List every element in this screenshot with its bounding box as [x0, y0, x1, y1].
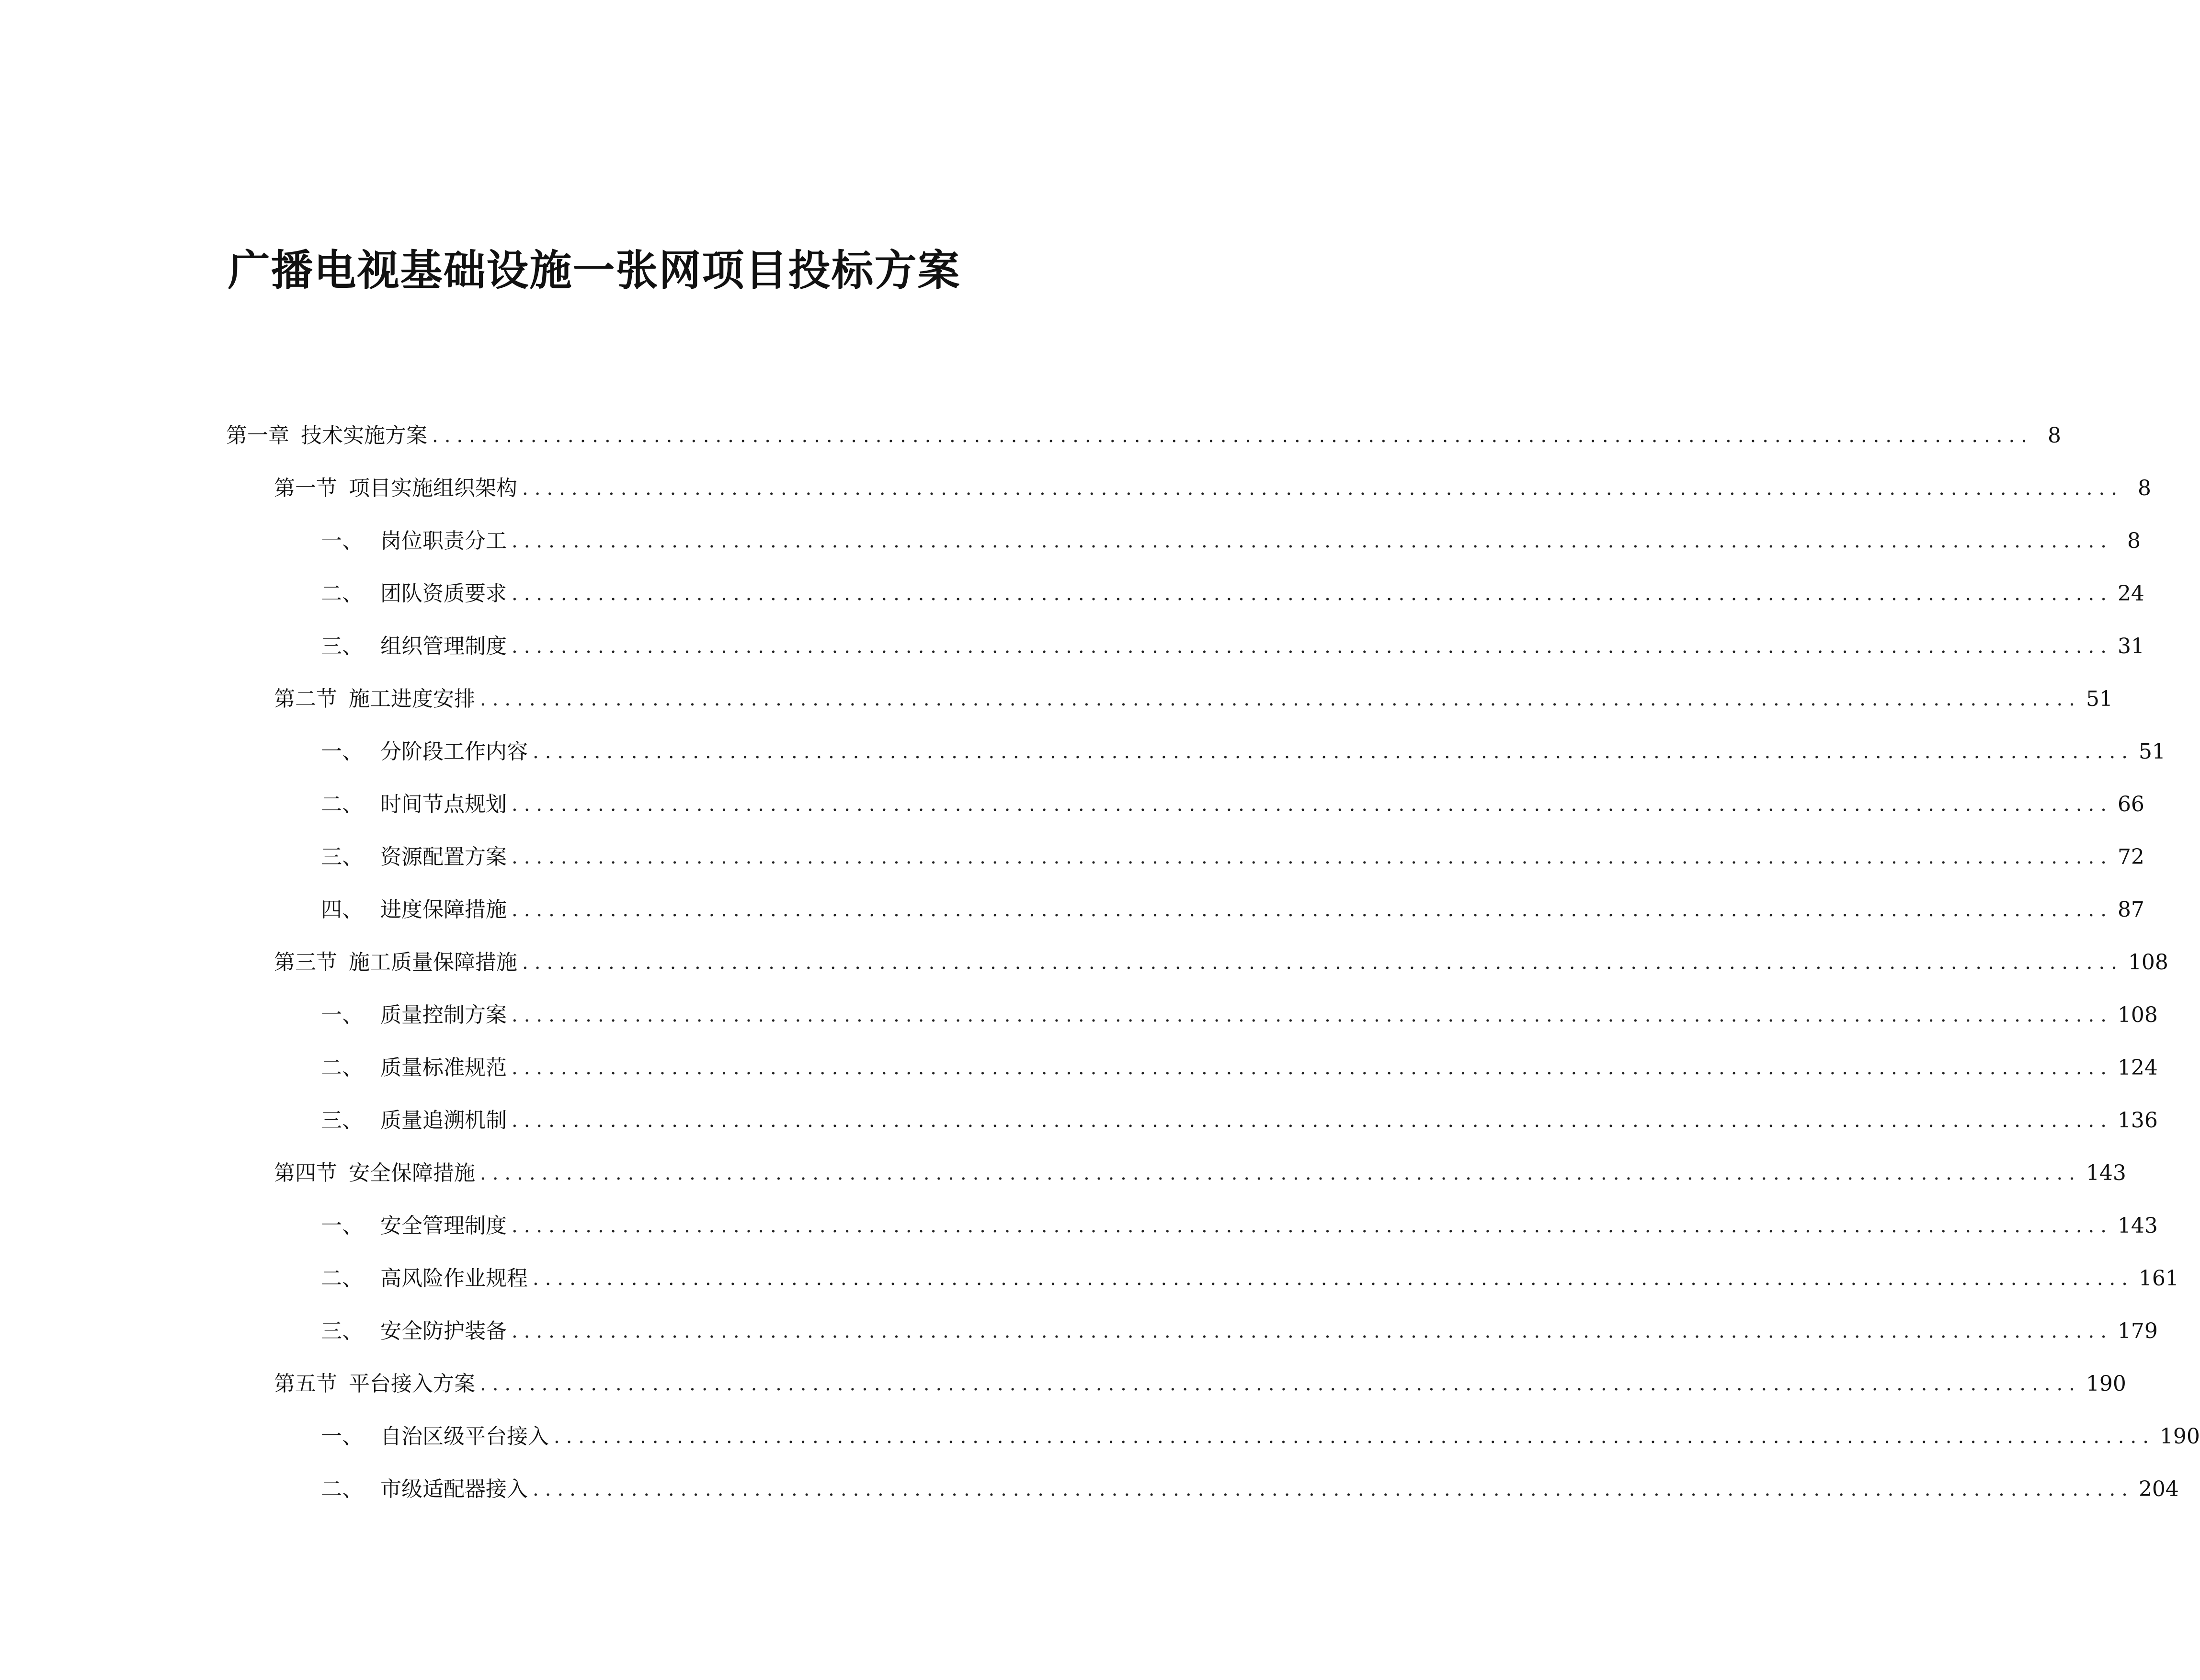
toc-dot-leader: ..................................................................................................................................	[512, 1110, 2113, 1132]
toc-page-number: 51	[2086, 687, 2113, 711]
toc-entry-number: 一、	[321, 1214, 363, 1238]
toc-entry-number: 一、	[321, 739, 363, 764]
toc-dot-leader: ..................................................................................................................................	[512, 1004, 2113, 1026]
toc-entry-chapter[interactable]	[226, 417, 2061, 450]
toc-entry-title: 进度保障措施	[380, 897, 507, 922]
toc-page-number: 143	[2086, 1161, 2126, 1185]
toc-entry-title: 施工质量保障措施	[349, 950, 517, 975]
toc-page-number: 190	[2086, 1372, 2126, 1396]
toc-page-number: 72	[2117, 845, 2144, 869]
toc-entry-number: 一、	[321, 529, 363, 553]
toc-entry-title: 技术实施方案	[301, 423, 427, 448]
toc-dot-leader: ..................................................................................................................................	[512, 583, 2113, 605]
toc-dot-leader: ..................................................................................................................................	[533, 1268, 2134, 1290]
toc-entry-subsection[interactable]	[321, 996, 2158, 1030]
toc-entry-title: 团队资质要求	[380, 581, 507, 606]
toc-entry-number: 三、	[321, 1319, 363, 1343]
toc-dot-leader: ..................................................................................................................................	[512, 846, 2113, 868]
toc-entry-title: 高风险作业规程	[380, 1266, 528, 1291]
toc-page-number: 136	[2117, 1108, 2158, 1133]
toc-page-number: 143	[2117, 1214, 2158, 1238]
toc-entry-number: 三、	[321, 634, 363, 658]
toc-page-number: 161	[2138, 1266, 2179, 1291]
toc-page-number: 204	[2138, 1477, 2179, 1501]
toc-dot-leader: ..................................................................................................................................	[533, 741, 2134, 763]
toc-page-number: 124	[2117, 1056, 2158, 1080]
toc-entry-section[interactable]	[274, 943, 2168, 977]
toc-entry-number: 二、	[321, 792, 363, 817]
toc-entry-number: 第五节	[274, 1372, 337, 1396]
toc-page-number: 31	[2117, 634, 2144, 658]
toc-entry-subsection[interactable]	[321, 1049, 2158, 1082]
toc-page-number: 87	[2117, 897, 2144, 922]
toc-dot-leader: ..................................................................................................................................	[512, 1057, 2113, 1079]
toc-entry-subsection[interactable]	[321, 733, 2166, 766]
toc-entry-title: 市级适配器接入	[380, 1477, 528, 1501]
toc-entry-number: 第一节	[274, 476, 337, 500]
toc-entry-subsection[interactable]	[321, 522, 2141, 556]
toc-dot-leader: ..................................................................................................................................	[533, 1478, 2134, 1500]
toc-dot-leader: ..................................................................................................................................	[522, 477, 2123, 499]
toc-entry-title: 资源配置方案	[380, 845, 507, 869]
toc-page-number: 8	[2127, 529, 2141, 553]
toc-page-number: 108	[2128, 950, 2168, 975]
toc-page-number: 8	[2047, 423, 2061, 448]
toc-entry-number: 二、	[321, 1056, 363, 1080]
toc-entry-number: 第四节	[274, 1161, 337, 1185]
toc-entry-number: 二、	[321, 581, 363, 606]
toc-page-number: 179	[2117, 1319, 2158, 1343]
toc-entry-subsection[interactable]	[321, 1418, 2200, 1451]
toc-entry-title: 时间节点规划	[380, 792, 507, 817]
toc-entry-title: 项目实施组织架构	[349, 476, 517, 500]
toc-entry-subsection[interactable]	[321, 1101, 2158, 1135]
toc-entry-title: 组织管理制度	[380, 634, 507, 658]
toc-entry-section[interactable]	[274, 680, 2113, 714]
toc-entry-number: 第三节	[274, 950, 337, 975]
toc-page-number: 51	[2138, 739, 2166, 764]
toc-entry-title: 质量控制方案	[380, 1003, 507, 1027]
toc-dot-leader: ..................................................................................................................................	[480, 688, 2081, 710]
toc-entry-title: 质量追溯机制	[380, 1108, 507, 1133]
toc-entry-number: 一、	[321, 1003, 363, 1027]
toc-entry-number: 二、	[321, 1477, 363, 1501]
toc-page-number: 8	[2137, 476, 2151, 500]
toc-entry-number: 第一章	[226, 423, 289, 448]
toc-dot-leader: ..................................................................................................................................	[554, 1426, 2155, 1448]
toc-dot-leader: ..................................................................................................................................	[512, 899, 2113, 921]
toc-page-number: 108	[2117, 1003, 2158, 1027]
toc-entry-subsection[interactable]	[321, 785, 2144, 819]
toc-entry-subsection[interactable]	[321, 1470, 2179, 1504]
toc-entry-title: 分阶段工作内容	[380, 739, 528, 764]
toc-entry-subsection[interactable]	[321, 627, 2144, 661]
toc-entry-title: 质量标准规范	[380, 1056, 507, 1080]
toc-entry-title: 安全保障措施	[349, 1161, 475, 1185]
toc-page-number: 24	[2117, 581, 2144, 606]
toc-entry-number: 一、	[321, 1424, 363, 1449]
toc-entry-section[interactable]	[274, 1154, 2126, 1188]
toc-entry-title: 自治区级平台接入	[380, 1424, 549, 1449]
toc-entry-subsection[interactable]	[321, 891, 2144, 924]
toc-entry-title: 施工进度安排	[349, 687, 475, 711]
toc-entry-number: 第二节	[274, 687, 337, 711]
toc-entry-subsection[interactable]	[321, 575, 2144, 608]
toc-entry-subsection[interactable]	[321, 1312, 2158, 1346]
toc-entry-title: 岗位职责分工	[380, 529, 507, 553]
toc-entry-title: 安全管理制度	[380, 1214, 507, 1238]
toc-entry-section[interactable]	[274, 469, 2151, 503]
toc-dot-leader: ..................................................................................................................................	[522, 952, 2123, 974]
toc-dot-leader: ..................................................................................................................................	[512, 636, 2113, 658]
toc-dot-leader: ..................................................................................................................................	[512, 794, 2113, 816]
toc-dot-leader: ..................................................................................................................................	[512, 1215, 2113, 1237]
toc-page-number: 66	[2117, 792, 2144, 817]
toc-entry-subsection[interactable]	[321, 838, 2144, 872]
toc-entry-section[interactable]	[274, 1365, 2126, 1398]
toc-entry-title: 平台接入方案	[349, 1372, 475, 1396]
toc-dot-leader: ..................................................................................................................................	[480, 1162, 2081, 1184]
toc-page-number: 190	[2159, 1424, 2200, 1449]
toc-entry-subsection[interactable]	[321, 1207, 2158, 1240]
toc-entry-number: 三、	[321, 1108, 363, 1133]
toc-entry-subsection[interactable]	[321, 1260, 2179, 1293]
toc-entry-number: 二、	[321, 1266, 363, 1291]
toc-dot-leader: ..................................................................................................................................	[512, 1320, 2113, 1342]
toc-dot-leader: ..................................................................................................................................	[480, 1373, 2081, 1395]
document-title: 广播电视基础设施一张网项目投标方案	[228, 246, 961, 295]
toc-entry-title: 安全防护装备	[380, 1319, 507, 1343]
toc-dot-leader: ..................................................................................................................................	[432, 425, 2033, 447]
toc-entry-number: 四、	[321, 897, 363, 922]
toc-dot-leader: ..................................................................................................................................	[512, 530, 2113, 552]
toc-entry-number: 三、	[321, 845, 363, 869]
